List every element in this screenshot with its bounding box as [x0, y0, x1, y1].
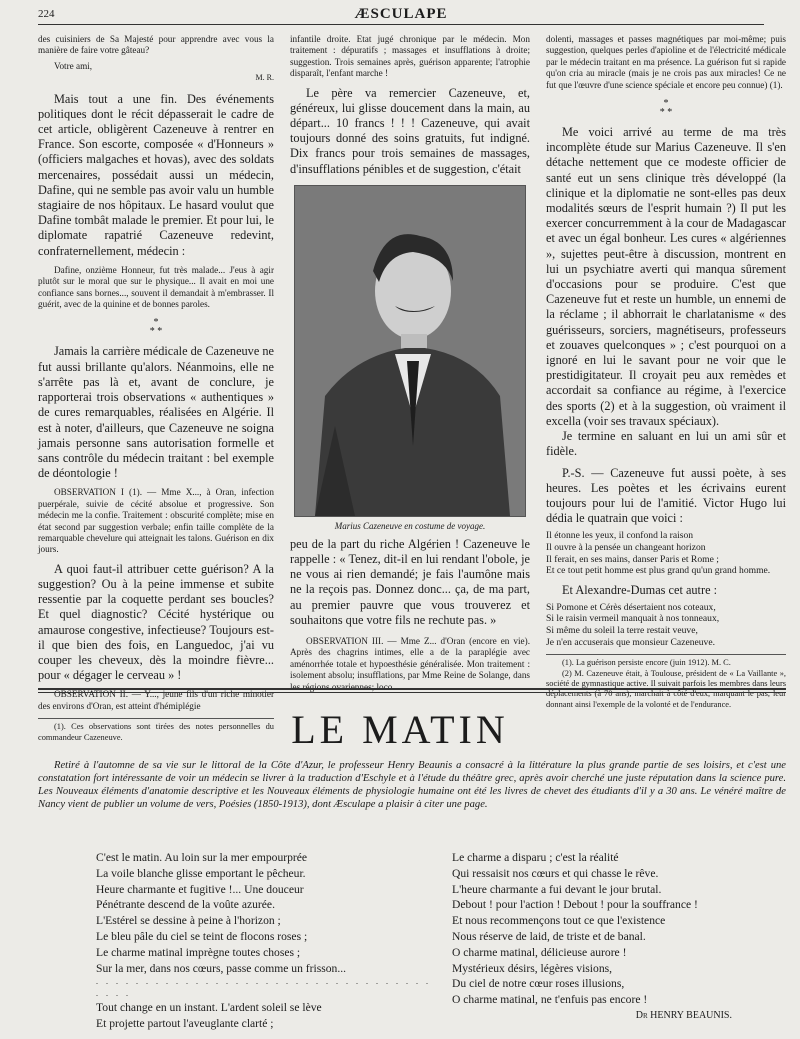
letter-signature: M. R.: [255, 73, 274, 83]
verse-line: Et ce tout petit homme est plus grand qu'un grand homme.: [546, 565, 771, 577]
column-3: [546, 34, 786, 710]
observation-2-cont: infantile droite. Etat jugé chronique par le médecin. Mon traitement : dépuratifs ; massages et insufflations à droite; suggestion. Trois semaines après, guérison apparente; l'atrophie disparaît, l'enfant marche !: [290, 34, 530, 79]
verse-line: Il ferait, en ses mains, danser Paris et Rome ;: [546, 553, 719, 565]
page-header: [38, 6, 764, 25]
page-number: 224: [38, 8, 55, 20]
poem-line: Sur la mer, dans nos cœurs, passe comme un frisson...: [96, 961, 347, 975]
observation-3: OBSERVATION III. — Mme Z... d'Oran (encore en vie). Après des chagrins intimes, elle a de la paraplégie avec aménorrhée totale et hypoesthésie généralisée. Mon traitement : isolement absolu; insufflations, par Mme Reine de Solange, dans les régions ovariennes; loco: [290, 636, 530, 692]
poem-right: [452, 850, 772, 1024]
poem-line: Le charme a disparu ; c'est la réalité: [452, 851, 619, 864]
verse-line: Si le raisin vermeil manquait à nos tonneaux,: [546, 613, 720, 625]
paragraph: Mais tout a une fin. Des événements politiques dont le récit dépasserait le cadre de cet article, obligèrent Cazeneuve à rentrer en France. Son escorte, composée « d'Honneurs » (officiers malgaches et hovas), avec des soldats mercenaires, possédait aussi un médecin, Dafine, qui ne semble pas avoir valu un humble stagiaire de nos hôpitaux. Le hasard voulut que Dafine tombât malade le premier. Et pour lui, le diplomate rapatrié Cazeneuve redevint, confraternellement, médecin :: [38, 91, 274, 258]
observation-3-cont: dolenti, massages et passes magnétiques par moi-même; puis suggestion, quelques perles d'apioline et de l'électricité médicale par le médecin traitant en ma présence. La guérison fut si rapide qu'on cria au miracle (mais je ne crois pas aux miracles! Ce ne fut que l'œuvre d'une science spéciale et encore peu connue) (1).: [546, 34, 786, 90]
column-2: [290, 34, 530, 693]
section-divider: [38, 692, 786, 693]
poem-line: L'heure charmante a fui devant le jour brutal.: [452, 882, 662, 896]
column-1: [38, 34, 274, 743]
matin-title: LE MATIN: [291, 707, 509, 752]
paragraph: Jamais la carrière médicale de Cazeneuve ne fut aussi brillante qu'alors. Néanmoins, elle ne s'arrête pas là et, avant de conclure, je rapporterai trois observations « authentiques » de cures remarquables, réalisées en Algérie. Il est à noter, d'ailleurs, que Cazeneuve ne soigna jamais personne sans autorisation formelle et sans contrôle du médecin traitant : bel exemple de déontologie !: [38, 344, 274, 481]
poem-line: Heure charmante et fugitive !... Une douceur: [96, 882, 304, 896]
journal-title: ÆSCULAPE: [354, 6, 448, 22]
footnote-rule: [546, 654, 786, 655]
poem-line: Le bleu pâle du ciel se teint de flocons roses ;: [96, 929, 308, 943]
ellipsis-dots: . . . . . . . . . . . . . . . . . . . . . . . . . . . . . . . . . . . . . .: [96, 977, 431, 999]
poem-line: L'Estérel se dessine à peine à l'horizon ;: [96, 914, 281, 928]
poem-line: Nous réserve de laid, de triste et de banal.: [452, 929, 646, 943]
paragraph: Je termine en saluant en lui un ami sûr et fidèle.: [546, 429, 786, 459]
poem-line: C'est le matin. Au loin sur la mer empourprée: [96, 851, 308, 864]
footnote: (1). Ces observations sont tirées des notes personnelles du commandeur Cazeneuve.: [38, 722, 274, 742]
quote: Dafine, onzième Honneur, fut très malade... J'eus à agir plutôt sur le moral que sur le physique... Il avait en moi une confiance sans bornes..., souvent il demandait à m'embrasser. Il guérit, avec de la quinine et de bonnes paroles.: [38, 264, 274, 310]
dumas-quatrain: [546, 602, 786, 648]
portrait-photo: [294, 185, 526, 517]
poem-line: La voile blanche glisse emportant le pêcheur.: [96, 866, 306, 880]
letter-end: des cuisiniers de Sa Majesté pour apprendre avec vous la manière de faire votre gâteau?: [38, 34, 274, 56]
poem-author: Dr HENRY BEAUNIS.: [635, 1009, 732, 1021]
paragraph: A quoi faut-il attribuer cette guérison? A la suggestion? Ou à la peine immense et subite ressentie par la coquette perdant ses boucles? Et quel diagnostic? Cécité hystérique ou amaurose congestive, infectieuse? Toujours est-il que bien des fois, en Languedoc, j'ai vu couper les cheveux, dès la moindre fièvre... pour « dégager le cerveau » !: [38, 561, 274, 683]
footnote: (2) M. Cazeneuve était, à Toulouse, président de « La Vaillante », société de gymnastique active. Il suivait parfois les membres dans leurs déplacements (à 70 ans), marchait à côté d'eux, marquant le pas, leur donnant ainsi l'exemple de la volonté et de l'endurance.: [546, 668, 786, 709]
letter-closing: Votre ami,: [54, 60, 93, 71]
paragraph: P.-S. — Cazeneuve fut aussi poète, à ses heures. Les poètes et les écrivains eurent toujours pour lui de l'amitié. Victor Hugo lui dédia le quatrain que voici :: [546, 465, 786, 526]
poem-line: Tout change en un instant. L'ardent soleil se lève: [96, 1001, 322, 1015]
observation-1: OBSERVATION I (1). — Mme X..., à Oran, infection puerpérale, suivie de cécité absolue et progressive. Son médecin me la confie. Traitement : obscurité complète; mise en état second par suggestion verbale; enfin taille complète de la remarquable chevelure qui atteignait les talons. Guérison en dix jours.: [38, 487, 274, 555]
paragraph: Et Alexandre-Dumas cet autre :: [562, 582, 718, 597]
poem-line: Debout ! pour l'action ! Debout ! pour la souffrance !: [452, 898, 698, 912]
poem-line: Qui ressaisit nos cœurs et qui chasse le rêve.: [452, 866, 659, 880]
paragraph: Le père va remercier Cazeneuve, et, généreux, lui glisse doucement dans la main, au départ... 10 francs ! ! ! Cazeneuve, qui avait toujours donné des soins gratuits, fut indigné. Dix francs pour trois semaines de massages, d'insufflations pénibles et de suggestion, c'était: [290, 85, 530, 176]
poem-line: O charme matinal, ne t'enfuis pas encore !: [452, 993, 648, 1007]
poem-line: Pénétrante descend de la voûte azurée.: [96, 898, 275, 912]
poem-line: Mystérieux désirs, légères visions,: [452, 961, 613, 975]
poem-line: Le charme matinal imprègne toutes choses ;: [96, 945, 301, 959]
poem-line: Du ciel de notre cœur roses illusions,: [452, 977, 625, 991]
matin-intro: Retiré à l'automne de sa vie sur le littoral de la Côte d'Azur, le professeur Henry Beaunis a consacré à la littérature la plus grande partie de ses loisirs, et c'est une constatation fort intéressante de voir un médecin se livrer à la traduction d'Eschyle et à l'étude du théâtre grec, après avoir cherché une juste réputation dans la science pure. Les Nouveaux éléments d'anatomie descriptive et les Nouveaux éléments de physiologie humaine ont été les livres de chevet des étudiants d'il y a 30 ans. Le vénéré maître de Nancy vient de publier un volume de vers, Poésies (1850-1913), dont Æsculape a plaisir à citer une page.: [38, 760, 786, 810]
hugo-quatrain: [546, 530, 786, 576]
verse-line: Si Pomone et Cérès désertaient nos coteaux,: [546, 601, 716, 613]
verse-line: Je n'en accuserais que monsieur Cazeneuve.: [546, 636, 716, 648]
portrait-image: [295, 186, 525, 516]
footnote: (1). La guérison persiste encore (juin 1912). M. C.: [562, 658, 731, 668]
paragraph: peu de la part du riche Algérien ! Cazeneuve le rappelle : « Tenez, dit-il en lui rendant l'obole, je ne vous ai rien demandé; je fais l'aumône mais ne la reçois pas. Donnez donc... ça, de ma part, au premier pauvre que vous trouverez et souhaitons que votre fils ne rechute pas. »: [290, 536, 530, 627]
poem-line: Et projette partout l'aveuglante clarté ;: [96, 1017, 274, 1031]
verse-line: Il étonne les yeux, il confond la raison: [546, 530, 694, 542]
section-stars: * * *: [149, 317, 163, 338]
poem-line: O charme matinal, délicieuse aurore !: [452, 945, 627, 959]
poem-left: [96, 850, 436, 1032]
observation-2: OBSERVATION II. — Y..., jeune fils d'un riche minotier des environs d'Oran, est atteint d'hémiplégie: [38, 689, 274, 711]
verse-line: Si même du soleil la terre restait veuve,: [546, 625, 698, 637]
section-stars: * * *: [659, 98, 673, 119]
poem-line: Et nous recommençons tout ce que l'existence: [452, 914, 666, 928]
paragraph: Me voici arrivé au terme de ma très incomplète étude sur Marius Cazeneuve. Il s'en détache nettement que ce modeste officier de santé eut un sens clinique très développé (la clinique et la diplomatie ne sont-elles pas deux modalités sœurs de l'esprit humain ?) Il put les exercer concurremment à la cour de Madagascar et avec un égal bonheur. Les cures « algériennes », sujettes peut-être à discussion, montrent en lui un psychiatre averti qui manqua sûrement d'occasions pour se produire. C'est que Cazeneuve fut et reste un humble, un ennemi de la réclame ; il abhorrait le charlatanisme « des guérisseurs, sorciers, magnétiseurs, professeurs et zouaves quelconques » ; c'est pourquoi on a ignoré en lui le savant pour ne voir que le prestidigitateur. Il croyait peu aux remèdes et accordait sa confiance au régime, à l'exercice des sports (2) et à la suggestion, où vraiment il excella (voir ses travaux spéciaux).: [546, 125, 786, 428]
photo-caption: Marius Cazeneuve en costume de voyage.: [334, 520, 486, 531]
section-divider: [38, 688, 786, 690]
verse-line: Il ouvre à la pensée un changeant horizon: [546, 541, 706, 553]
